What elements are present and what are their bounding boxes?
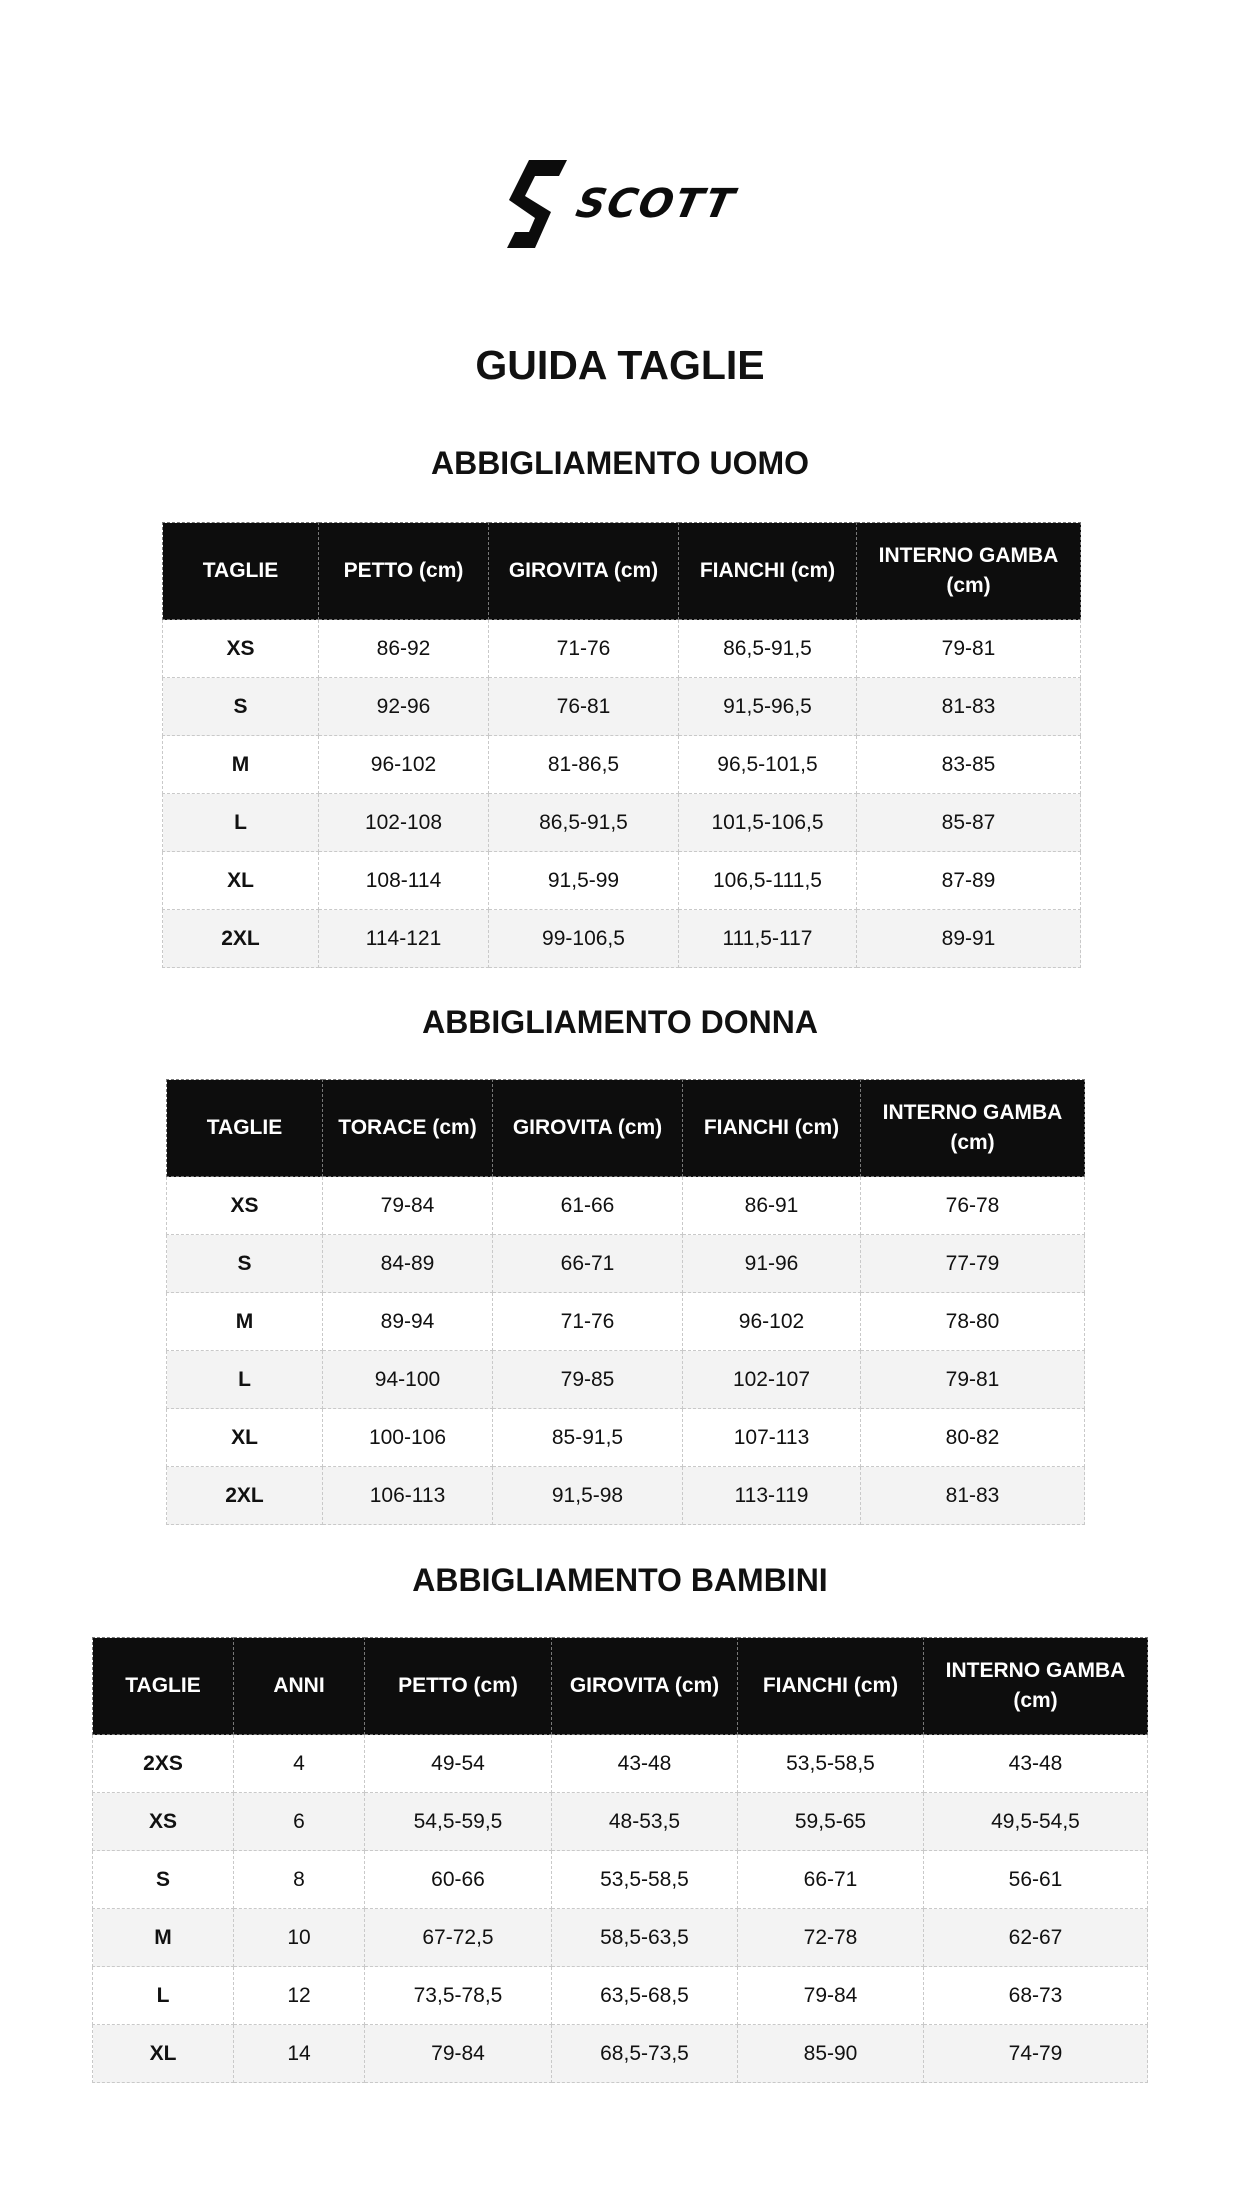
- table-cell: 76-78: [861, 1177, 1085, 1235]
- table-cell: 79-84: [323, 1177, 493, 1235]
- table-cell: 68-73: [924, 1967, 1148, 2025]
- table-cell: 62-67: [924, 1909, 1148, 1967]
- column-header: GIROVITA (cm): [552, 1638, 738, 1735]
- column-header: PETTO (cm): [365, 1638, 552, 1735]
- size-cell: S: [93, 1851, 234, 1909]
- table-cell: 91,5-98: [493, 1467, 683, 1525]
- table-row: [163, 794, 1081, 852]
- table-row: [93, 1909, 1148, 1967]
- table-cell: 56-61: [924, 1851, 1148, 1909]
- table-cell: 79-84: [365, 2025, 552, 2083]
- page-title: GUIDA TAGLIE: [475, 342, 765, 388]
- table-row: [163, 736, 1081, 794]
- table-cell: 54,5-59,5: [365, 1793, 552, 1851]
- table-cell: 96-102: [683, 1293, 861, 1351]
- section-title-bambini: ABBIGLIAMENTO BAMBINI: [412, 1562, 828, 1598]
- table-cell: 81-86,5: [489, 736, 679, 794]
- table-row: [167, 1293, 1085, 1351]
- size-cell: XL: [163, 852, 319, 910]
- table-cell: 81-83: [861, 1467, 1085, 1525]
- table-row: [93, 2025, 1148, 2083]
- size-table-donna: [166, 1079, 1085, 1525]
- size-cell: M: [163, 736, 319, 794]
- table-row: [167, 1409, 1085, 1467]
- size-table-bambini: [92, 1637, 1148, 2083]
- table-cell: 71-76: [493, 1293, 683, 1351]
- table-cell: 99-106,5: [489, 910, 679, 968]
- table-row: [93, 1735, 1148, 1793]
- table-cell: 71-76: [489, 620, 679, 678]
- size-cell: L: [167, 1351, 323, 1409]
- table-cell: 67-72,5: [365, 1909, 552, 1967]
- column-header: GIROVITA (cm): [489, 523, 679, 620]
- table-cell: 111,5-117: [679, 910, 857, 968]
- table-row: [93, 1793, 1148, 1851]
- table-cell: 86,5-91,5: [679, 620, 857, 678]
- size-cell: XL: [93, 2025, 234, 2083]
- column-header: FIANCHI (cm): [738, 1638, 924, 1735]
- scott-logo-icon: [505, 160, 571, 248]
- table-cell: 76-81: [489, 678, 679, 736]
- table-cell: 66-71: [493, 1235, 683, 1293]
- table-cell: 61-66: [493, 1177, 683, 1235]
- column-header: TAGLIE: [167, 1080, 323, 1177]
- table-cell: 79-81: [861, 1351, 1085, 1409]
- table-cell: 43-48: [924, 1735, 1148, 1793]
- table-cell: 72-78: [738, 1909, 924, 1967]
- table-cell: 66-71: [738, 1851, 924, 1909]
- section-title-donna: ABBIGLIAMENTO DONNA: [422, 1004, 818, 1040]
- table-cell: 86-91: [683, 1177, 861, 1235]
- table-cell: 86,5-91,5: [489, 794, 679, 852]
- column-header: TAGLIE: [93, 1638, 234, 1735]
- table-cell: 43-48: [552, 1735, 738, 1793]
- table-cell: 92-96: [319, 678, 489, 736]
- size-cell: 2XL: [163, 910, 319, 968]
- size-cell: XS: [163, 620, 319, 678]
- column-header: FIANCHI (cm): [683, 1080, 861, 1177]
- table-cell: 85-90: [738, 2025, 924, 2083]
- table-row: [93, 1967, 1148, 2025]
- column-header: PETTO (cm): [319, 523, 489, 620]
- table-cell: 6: [234, 1793, 365, 1851]
- table-cell: 96,5-101,5: [679, 736, 857, 794]
- size-cell: XS: [93, 1793, 234, 1851]
- table-cell: 63,5-68,5: [552, 1967, 738, 2025]
- table-header-row: [163, 523, 1081, 620]
- table-cell: 8: [234, 1851, 365, 1909]
- table-cell: 83-85: [857, 736, 1081, 794]
- table-cell: 60-66: [365, 1851, 552, 1909]
- size-table-uomo: [162, 522, 1081, 968]
- table-cell: 48-53,5: [552, 1793, 738, 1851]
- table-cell: 94-100: [323, 1351, 493, 1409]
- column-header: INTERNO GAMBA (cm): [861, 1080, 1085, 1177]
- table-cell: 100-106: [323, 1409, 493, 1467]
- table-row: [93, 1851, 1148, 1909]
- table-cell: 12: [234, 1967, 365, 2025]
- table-cell: 101,5-106,5: [679, 794, 857, 852]
- table-cell: 53,5-58,5: [552, 1851, 738, 1909]
- size-cell: L: [93, 1967, 234, 2025]
- table-cell: 113-119: [683, 1467, 861, 1525]
- brand-logo: [0, 160, 1240, 248]
- table-cell: 102-107: [683, 1351, 861, 1409]
- brand-name: SCOTT: [572, 181, 740, 227]
- table-cell: 89-94: [323, 1293, 493, 1351]
- size-cell: M: [93, 1909, 234, 1967]
- table-cell: 53,5-58,5: [738, 1735, 924, 1793]
- table-cell: 91,5-96,5: [679, 678, 857, 736]
- table-row: [167, 1235, 1085, 1293]
- table-cell: 73,5-78,5: [365, 1967, 552, 2025]
- size-cell: 2XS: [93, 1735, 234, 1793]
- table-cell: 87-89: [857, 852, 1081, 910]
- table-row: [163, 852, 1081, 910]
- table-row: [163, 910, 1081, 968]
- table-cell: 74-79: [924, 2025, 1148, 2083]
- table-row: [163, 678, 1081, 736]
- table-cell: 49-54: [365, 1735, 552, 1793]
- table-cell: 78-80: [861, 1293, 1085, 1351]
- column-header: FIANCHI (cm): [679, 523, 857, 620]
- table-cell: 58,5-63,5: [552, 1909, 738, 1967]
- table-cell: 85-87: [857, 794, 1081, 852]
- table-header-row: [167, 1080, 1085, 1177]
- table-cell: 89-91: [857, 910, 1081, 968]
- section-title-uomo: ABBIGLIAMENTO UOMO: [430, 445, 810, 481]
- table-row: [163, 620, 1081, 678]
- table-cell: 102-108: [319, 794, 489, 852]
- table-cell: 4: [234, 1735, 365, 1793]
- size-cell: S: [163, 678, 319, 736]
- size-cell: S: [167, 1235, 323, 1293]
- table-cell: 10: [234, 1909, 365, 1967]
- table-cell: 84-89: [323, 1235, 493, 1293]
- size-cell: XL: [167, 1409, 323, 1467]
- size-cell: L: [163, 794, 319, 852]
- column-header: INTERNO GAMBA (cm): [857, 523, 1081, 620]
- table-cell: 85-91,5: [493, 1409, 683, 1467]
- table-header-row: [93, 1638, 1148, 1735]
- table-cell: 91,5-99: [489, 852, 679, 910]
- table-cell: 107-113: [683, 1409, 861, 1467]
- table-cell: 77-79: [861, 1235, 1085, 1293]
- column-header: INTERNO GAMBA (cm): [924, 1638, 1148, 1735]
- table-cell: 86-92: [319, 620, 489, 678]
- table-cell: 59,5-65: [738, 1793, 924, 1851]
- table-cell: 79-84: [738, 1967, 924, 2025]
- size-cell: M: [167, 1293, 323, 1351]
- table-cell: 91-96: [683, 1235, 861, 1293]
- table-cell: 106-113: [323, 1467, 493, 1525]
- size-cell: 2XL: [167, 1467, 323, 1525]
- table-row: [167, 1351, 1085, 1409]
- table-cell: 80-82: [861, 1409, 1085, 1467]
- column-header: GIROVITA (cm): [493, 1080, 683, 1177]
- table-cell: 49,5-54,5: [924, 1793, 1148, 1851]
- table-cell: 14: [234, 2025, 365, 2083]
- column-header: ANNI: [234, 1638, 365, 1735]
- table-cell: 81-83: [857, 678, 1081, 736]
- column-header: TAGLIE: [163, 523, 319, 620]
- column-header: TORACE (cm): [323, 1080, 493, 1177]
- table-cell: 106,5-111,5: [679, 852, 857, 910]
- table-cell: 68,5-73,5: [552, 2025, 738, 2083]
- table-cell: 108-114: [319, 852, 489, 910]
- table-cell: 114-121: [319, 910, 489, 968]
- table-cell: 79-81: [857, 620, 1081, 678]
- table-row: [167, 1467, 1085, 1525]
- table-cell: 96-102: [319, 736, 489, 794]
- table-row: [167, 1177, 1085, 1235]
- table-cell: 79-85: [493, 1351, 683, 1409]
- size-cell: XS: [167, 1177, 323, 1235]
